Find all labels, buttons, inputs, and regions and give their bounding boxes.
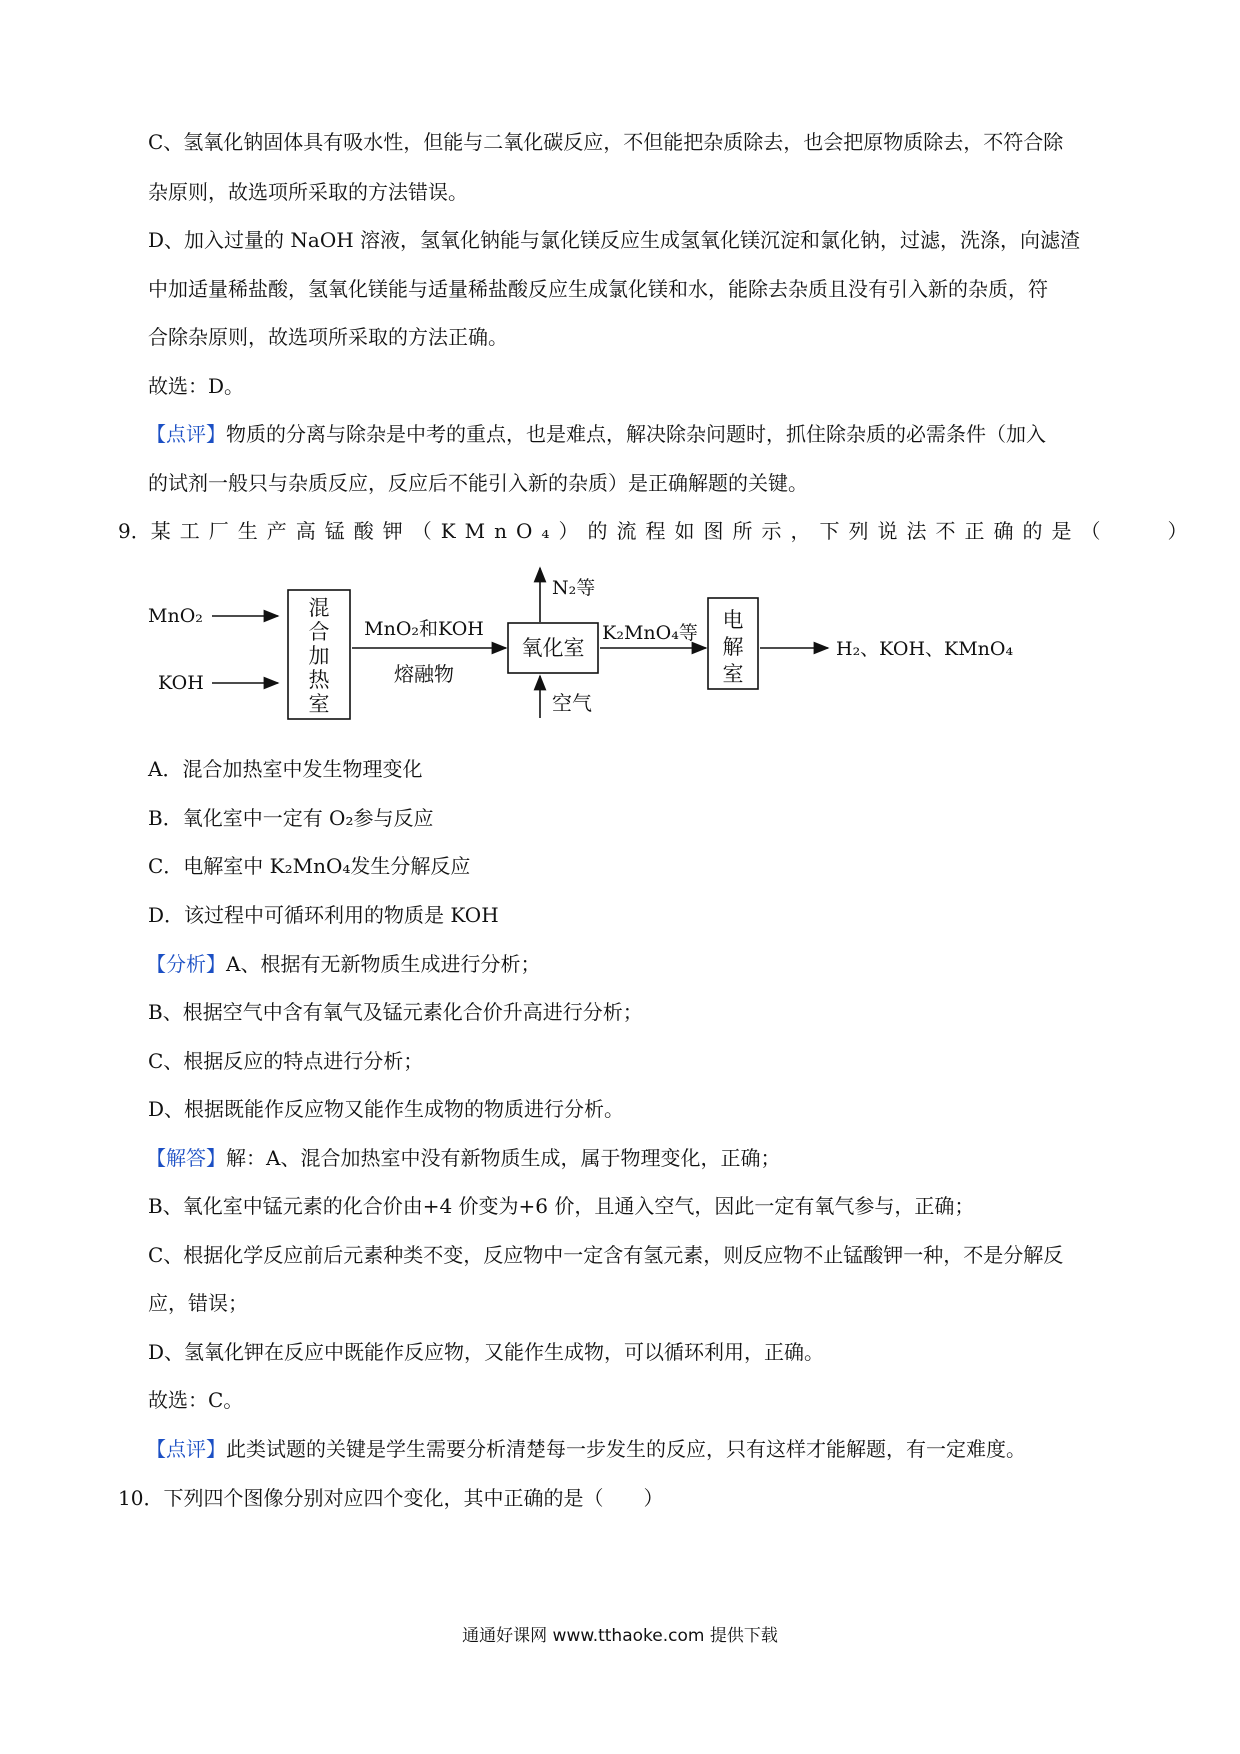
comment-line [146, 424, 1046, 444]
text-line: D、氢氧化钾在反应中既能作反应物，又能作生成物，可以循环利用，正确。 [148, 1340, 825, 1364]
analysis-line [146, 954, 540, 974]
text-line: 应，错误； [148, 1291, 248, 1315]
box-char: 热 [308, 668, 330, 692]
text-line: C、根据化学反应前后元素种类不变，反应物中一定含有氢元素，则反应物不止锰酸钾一种，不是分解反 [148, 1243, 1064, 1267]
box-char: 加 [308, 644, 330, 668]
box-char: 解 [722, 635, 744, 659]
option-c: C．电解室中 K₂MnO₄发生分解反应 [148, 854, 471, 878]
box-char: 室 [722, 662, 744, 686]
text-line: D、加入过量的 NaOH 溶液，氢氧化钠能与氯化镁反应生成氢氧化镁沉淀和氯化钠，过滤，洗涤，向滤渣 [148, 228, 1081, 252]
option-a: A．混合加热室中发生物理变化 [148, 757, 423, 781]
comment-tag: 【点评】 [146, 1437, 226, 1461]
option-b: B．氧化室中一定有 O₂参与反应 [148, 806, 434, 830]
answer-tag: 【解答】 [146, 1146, 226, 1170]
text-line: 杂原则，故选项所采取的方法错误。 [148, 180, 468, 204]
comment-text: 此类试题的关键是学生需要分析清楚每一步发生的反应，只有这样才能解题，有一定难度。 [226, 1437, 1026, 1461]
box-char: 合 [308, 620, 330, 644]
box-char: 混 [308, 596, 330, 620]
arrow-2-top-label: K₂MnO₄等 [602, 622, 698, 644]
arrow-1-bottom-label: 熔融物 [394, 662, 454, 686]
comment-text: 物质的分离与除杂是中考的重点，也是难点，解决除杂问题时，抓住除杂质的必需条件（加入 [226, 422, 1046, 446]
question-9-stem [118, 521, 1196, 541]
air-input-label: 空气 [552, 691, 592, 715]
box-char: 室 [308, 692, 330, 716]
text-line: C、氢氧化钠固体具有吸水性，但能与二氧化碳反应，不但能把杂质除去，也会把原物质除去，不符合除 [148, 130, 1064, 154]
comment-tag: 【点评】 [146, 422, 226, 446]
analysis-tag: 【分析】 [146, 952, 226, 976]
option-d: D．该过程中可循环利用的物质是 KOH [148, 903, 499, 927]
page-footer: 通通好课网 www.tthaoke.com 提供下载 [462, 1626, 778, 1646]
answer-text: 解：A、混合加热室中没有新物质生成，属于物理变化，正确； [226, 1146, 781, 1170]
comment-line [146, 1439, 1026, 1459]
oxidation-room-label: 氧化室 [521, 636, 585, 660]
input-koh-label: KOH [158, 672, 204, 694]
text-line: 合除杂原则，故选项所采取的方法正确。 [148, 325, 508, 349]
box-char: 电 [722, 608, 744, 632]
text-line: 的试剂一般只与杂质反应，反应后不能引入新的杂质）是正确解题的关键。 [148, 471, 808, 495]
question-10-stem [118, 1488, 663, 1508]
arrow-1-top-label: MnO₂和KOH [364, 618, 484, 640]
question-number: 9． [118, 519, 151, 543]
question-number: 10． [118, 1486, 164, 1510]
question-text: 某工厂生产高锰酸钾（KMnO₄）的流程如图所示，下列说法不正确的是（ ） [150, 519, 1197, 543]
output-label: H₂、KOH、KMnO₄ [836, 638, 1014, 660]
text-line: D、根据既能作反应物又能作生成物的物质进行分析。 [148, 1097, 625, 1121]
choice-line: 故选：C。 [148, 1388, 244, 1412]
answer-line [146, 1148, 780, 1168]
text-line: B、氧化室中锰元素的化合价由+4 价变为+6 价，且通入空气，因此一定有氧气参与，正确； [148, 1194, 975, 1218]
up-output-label: N₂等 [552, 577, 596, 599]
text-line: C、根据反应的特点进行分析； [148, 1049, 424, 1073]
choice-line: 故选：D。 [148, 374, 245, 398]
text-line: B、根据空气中含有氧气及锰元素化合价升高进行分析； [148, 1000, 643, 1024]
analysis-text: A、根据有无新物质生成进行分析； [226, 952, 541, 976]
question-text: 下列四个图像分别对应四个变化，其中正确的是（ ） [163, 1486, 664, 1510]
input-mno2-label: MnO₂ [148, 605, 203, 627]
text-line: 中加适量稀盐酸，氢氧化镁能与适量稀盐酸反应生成氯化镁和水，能除去杂质且没有引入新的杂质，符 [148, 277, 1048, 301]
flow-diagram [140, 560, 1080, 750]
